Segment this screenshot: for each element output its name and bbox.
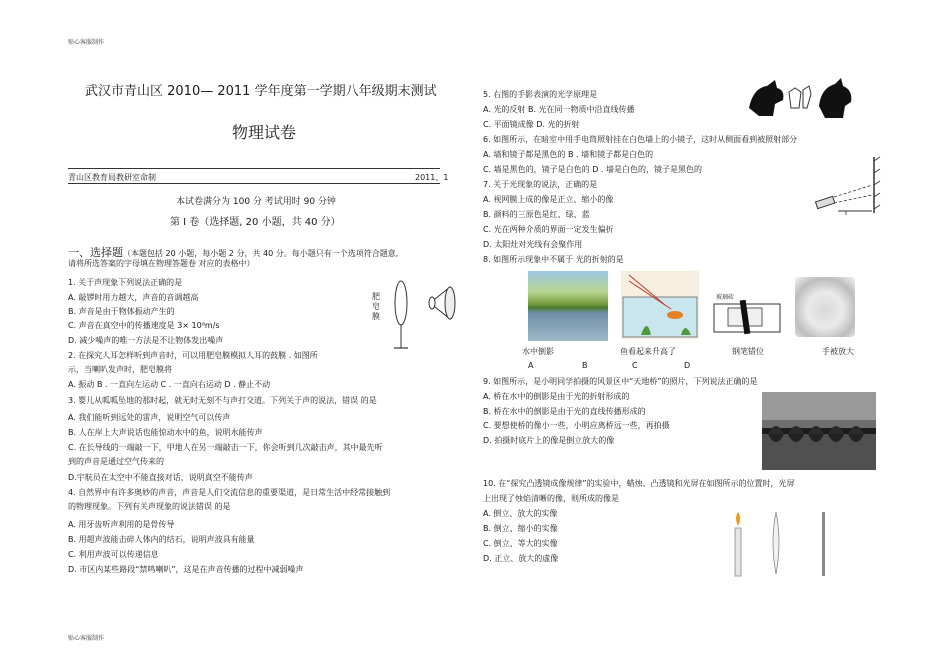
q8-figure-c-pen — [712, 300, 782, 336]
q10-option-b: B. 倒立、缩小的实像 — [483, 524, 558, 533]
q2-options: A. 振动 B . 一直向左运动 C . 一直向右运动 D . 静止不动 — [68, 380, 271, 389]
part1-title: 第 I 卷（选择题, 20 小题，共 40 分） — [170, 217, 341, 228]
q8-letter-b: B — [582, 361, 588, 370]
section1-instruction-b: 请将所选答案的字母填在物理答题卷 对应的表格中） — [68, 259, 255, 268]
q3-option-c-2: 到的声音是通过空气传来的 — [68, 457, 164, 466]
q1-option-b: B. 声音是由于物体振动产生的 — [68, 307, 175, 316]
q8-caption-d: 手被放大 — [822, 347, 854, 356]
q9-stem: 9. 如图所示，是小明同学拍摄的风景区中“天地桥”的照片，下列说法正确的是 — [483, 377, 758, 386]
section1-heading: 一、选择题 — [68, 246, 123, 259]
q3-stem: 3. 婴儿从呱呱坠地的那时起，就无时无刻不与声打交道。下列关于声的说法，错误 的是 — [68, 396, 377, 405]
q3-option-a: A. 我们能听到远处的雷声，说明空气可以传声 — [68, 413, 231, 422]
hand-shadow-figure — [745, 78, 857, 120]
soap-film-label: 肥 皂 膜 — [372, 292, 380, 321]
q5-stem: 5. 右图的手影表演的光学原理是 — [483, 90, 598, 99]
q7-option-b: B. 颜料的三原色是红、绿、蓝 — [483, 210, 590, 219]
q3-option-c-1: C. 在长导线的一端敲一下，甲地人在另一端敲击一下，你会听到几次敲击声，其中最先听 — [68, 443, 383, 452]
q10-stem-1: 10. 在“探究凸透镜成像规律”的实验中，蜡烛、凸透镜和光屏在如图所示的位置时，光屏 — [483, 479, 795, 488]
issue-date: 2011、1 — [415, 173, 449, 182]
q7-option-a: A. 视网膜上成的像是正立、缩小的像 — [483, 195, 614, 204]
q3-option-b: B. 人在岸上大声说话也能惊动水中的鱼，说明水能传声 — [68, 428, 263, 437]
watermark-bottom: 贴心客服制作 — [68, 635, 105, 642]
q8-caption-a: 水中倒影 — [522, 347, 554, 356]
exam-info: 本试卷满分为 100 分 考试用时 90 分钟 — [176, 197, 336, 207]
q7-stem: 7. 关于光现象的说法，正确的是 — [483, 180, 598, 189]
q1-option-a: A. 敲锣时用力越大，声音的音调越高 — [68, 293, 199, 302]
q8-caption-b: 鱼看起来升高了 — [620, 347, 676, 356]
q4-option-a: A. 用牙齿听声利用的是骨传导 — [68, 520, 175, 529]
q3-option-d: D.宇航员在太空中不能直接对话，说明真空不能传声 — [68, 473, 253, 482]
watermark-top: 贴心客服制作 — [68, 39, 105, 46]
section1-instruction-a: （本题包括 20 小题，每小题 2 分，共 40 分。每小题只有一个选项符合题意, — [123, 249, 399, 258]
q8-figure-a-reflection — [528, 271, 608, 341]
exam-title-line: 武汉市青山区 2010— 2011 学年度第一学期八年级期末测试 — [85, 84, 437, 99]
q4-stem-2: 的物理现象。下列有关声现象的说法错误 的是 — [68, 502, 231, 511]
q2-stem-2: 示，当喇叭发声时，肥皂膜将 — [68, 365, 172, 374]
q6-stem: 6. 如图所示，在暗室中用手电筒照射挂在白色墙上的小镜子，这时从侧面看到被照射部分 — [483, 135, 798, 144]
header-rule-bottom — [68, 183, 440, 184]
q9-option-a: A. 桥在水中的倒影是由于光的折射形成的 — [483, 392, 630, 401]
q10-option-d: D. 正立、放大的虚像 — [483, 554, 559, 563]
q4-stem-1: 4. 自然界中有许多奥妙的声音，声音是人们交流信息的重要渠道，是日常生活中经常接触到 — [68, 488, 391, 497]
header-rule-top — [68, 168, 440, 169]
q1-option-c: C. 声音在真空中的传播速度是 3× 10⁸m/s — [68, 321, 220, 330]
q1-stem: 1. 关于声现象下列说法正确的是 — [68, 278, 183, 287]
q8-figure-d-magnified-hand — [795, 277, 855, 337]
q8-stem: 8. 如图所示现象中不属于 光的折射的是 — [483, 255, 624, 264]
q5-options-cd: C. 平面镜成像 D. 光的折射 — [483, 120, 580, 129]
issuer: 青山区教育局教研室命制 — [68, 173, 156, 182]
q8-letter-d: D — [684, 361, 691, 370]
q6-options-cd: C. 墙是黑色的，镜子是白色的 D . 墙是白色的，镜子是黑色的 — [483, 165, 703, 174]
exam-subtitle: 物理试卷 — [232, 123, 297, 142]
q10-stem-2: 上出现了烛焰清晰的像，则所成的像是 — [483, 494, 619, 503]
q8-caption-c: 钢笔错位 — [732, 347, 764, 356]
q10-option-c: C. 倒立、等大的实像 — [483, 539, 558, 548]
q1-option-d: D. 减少噪声的唯一方法是不让物体发出噪声 — [68, 336, 224, 345]
q10-lens-figure — [726, 508, 836, 578]
q7-option-d: D. 太阳灶对光线有会聚作用 — [483, 240, 583, 249]
q8-letter-c: C — [632, 361, 638, 370]
q8-figure-b-fish — [621, 271, 699, 339]
q6-options-ab: A. 墙和镜子都是黑色的 B . 墙和镜子都是白色的 — [483, 150, 654, 159]
q9-option-d: D. 拍摄时底片上的像是倒立放大的像 — [483, 436, 615, 445]
q8-letter-a: A — [528, 361, 534, 370]
soap-film-speaker-figure — [382, 275, 462, 355]
q4-option-b: B. 用超声波能击碎人体内的结石，说明声波具有能量 — [68, 535, 255, 544]
q9-option-c: C. 要想使桥的像小一些，小明应离桥远一些，再拍摄 — [483, 421, 670, 430]
q9-option-b: B. 桥在水中的倒影是由于光的直线传播形成的 — [483, 407, 646, 416]
flashlight-mirror-figure — [810, 155, 882, 217]
q9-bridge-photo — [762, 392, 876, 470]
glass-block-label: 玻璃砖 — [716, 294, 735, 301]
q2-stem-1: 2. 在探究人耳怎样听到声音时，可以用肥皂膜模拟人耳的鼓膜 . 如图所 — [68, 351, 318, 360]
q5-options-ab: A. 光的反射 B. 光在同一物质中沿直线传播 — [483, 105, 635, 114]
q10-option-a: A. 倒立、放大的实像 — [483, 509, 558, 518]
q7-option-c: C. 光在两种介质的界面一定发生偏折 — [483, 225, 614, 234]
q4-option-c: C. 利用声波可以传递信息 — [68, 550, 159, 559]
q4-option-d: D. 市区内某些路段“禁鸣喇叭”，这是在声音传播的过程中减弱噪声 — [68, 565, 304, 574]
